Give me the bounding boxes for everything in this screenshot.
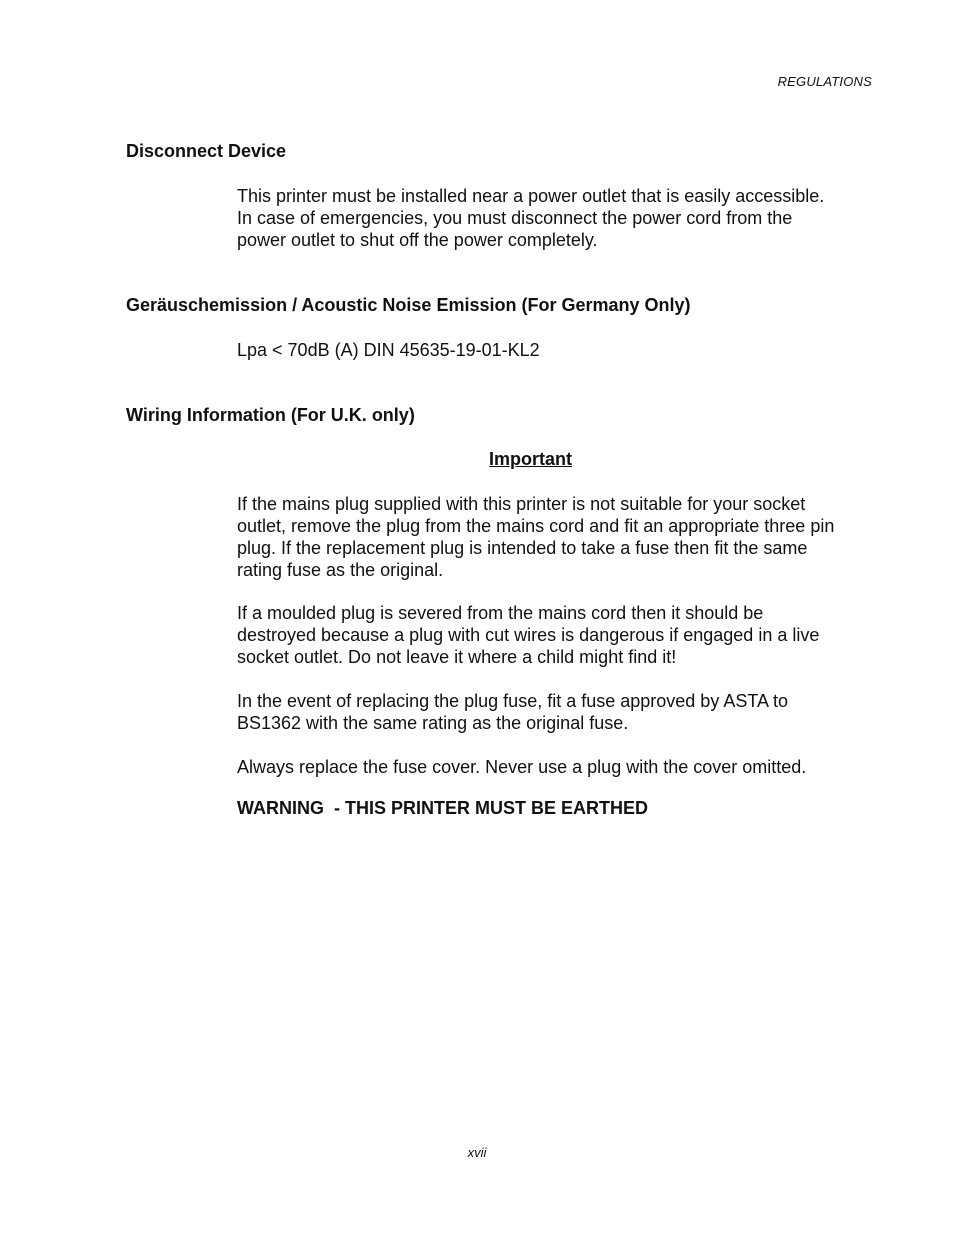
section-heading-disconnect-device: Disconnect Device: [126, 141, 287, 161]
running-header: REGULATIONS: [777, 74, 872, 89]
page-number: xvii: [467, 1145, 487, 1160]
disconnect-device-paragraph: This printer must be installed near a power outlet that is easily accessible. In case of emergencies, you must disconnect the power cord from the power outlet to shut off the power completely.: [237, 186, 825, 250]
section-heading-acoustic-noise: Geräuschemission / Acoustic Noise Emission (For Germany Only): [126, 295, 691, 315]
wiring-paragraph: In the event of replacing the plug fuse, fit a fuse approved by ASTA to BS1362 with the same rating as the original fuse.: [237, 691, 789, 733]
wiring-paragraph: Always replace the fuse cover. Never use a plug with the cover omitted.: [237, 757, 807, 777]
wiring-paragraph: If the mains plug supplied with this printer is not suitable for your socket outlet, remove the plug from the mains cord and fit an appropriate three pin plug. If the replacement plug is intended to take a fuse then fit the same rating fuse as the original.: [237, 494, 835, 580]
important-label: Important: [489, 449, 572, 469]
wiring-paragraph: If a moulded plug is severed from the mains cord then it should be destroyed because a plug with cut wires is dangerous if engaged in a live socket outlet. Do not leave it where a child might find it!: [237, 603, 820, 667]
acoustic-noise-value: Lpa < 70dB (A) DIN 45635-19-01-KL2: [237, 340, 540, 360]
section-heading-wiring-information: Wiring Information (For U.K. only): [126, 405, 415, 425]
earthing-warning: WARNING - THIS PRINTER MUST BE EARTHED: [237, 798, 649, 818]
